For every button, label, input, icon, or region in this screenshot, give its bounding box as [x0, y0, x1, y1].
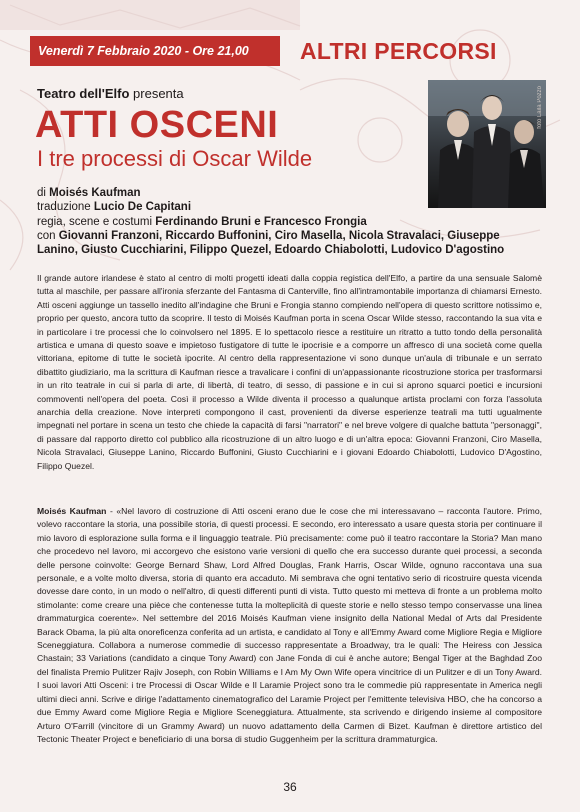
show-subtitle: I tre processi di Oscar Wilde	[37, 146, 313, 171]
credit-direction-label: regia, scene e costumi	[37, 215, 156, 228]
credit-author	[37, 186, 537, 200]
show-title: ATTI OSCENI	[35, 104, 279, 146]
credit-translation	[37, 200, 537, 214]
credit-author-label: di	[37, 187, 50, 199]
credit-cast-names: Giovanni Franzoni, Riccardo Buffonini, Ciro Masella, Nicola Stravalaci, Giuseppe Lanino, Giusto Cucchiarini, Filippo Quezel, Edoardo Chiabolotti, Ludovico D'agostino	[37, 229, 505, 257]
presenter-suffix: presenta	[129, 86, 184, 101]
event-date-band: Venerdì 7 Febbraio 2020 - Ore 21,00	[30, 36, 280, 66]
body-paragraph-2	[37, 505, 542, 746]
credit-translation-name: Lucio De Capitani	[93, 201, 192, 214]
credit-author-name: Moisés Kaufman	[49, 187, 141, 199]
presenter-line	[37, 86, 184, 101]
page-number: 36	[283, 780, 297, 794]
credit-cast	[37, 229, 537, 258]
credit-direction	[37, 215, 537, 229]
credits-block	[37, 186, 537, 257]
body-paragraph-1: Il grande autore irlandese è stato al centro di molti progetti ideati dalla coppia registica dell'Elfo, a partire da una sensuale Salomè tutta al maschile, per passare all'ironia sferzante del Fantasma di Canterville, fino all'intramontabile importanza di chiamarsi Ernesto. Atti osceni aggiunge un tassello inedito all'indagine che Bruni e Frongia stanno compiendo nell'opera di questo scrittore notissimo e, proprio per questo, ancora tutto da scoprire. Il testo di Moisés Kaufman porta in scena Oscar Wilde stesso, raccontando la sua vita e in particolare i tre processi che lo coinvolsero nel 1895. E lo spettacolo riesce a restituire un ritratto a tutto tondo della personalità artistica e umana di questo soave e impietoso fustigatore di tutte le ipocrisie e a comporre un affresco di una società come quella vittoriana, epitome di tutte le società ipocrite. Al centro della rappresentazione vi sono dunque un'aula di tribunale e un serrato dibattito giudiziario, ma la scrittura di Kaufman riesce a travalicare i confini di un'appassionante ricostruzione storica per trasformarsi in un rito teatrale in cui si parla di arte, di libertà, di teatro, di sesso, di passione e in cui si aprono squarci poetici e incursioni commoventi nell'opera del poeta. Così il processo a Wilde diventa il processo a qualunque artista proclami con forza l'assoluta anarchia della creazione. Nove interpreti compongono il cast, provenienti da diverse esperienze teatrali ma tutti ugualmente impegnati nel portare in scena un testo che chiede la capacità di farsi "narratori" e nel breve volgere di qualche battuta "personaggi", di passare dal rapporto diretto col pubblico alla ricostruzione di un altro luogo e di un'altra epoca: Giovanni Franzoni, Ciro Masella, Nicola Stravalaci, Giuseppe Lanino, Riccardo Buffonini, Giusto Cucchiarini e i giovani Edoardo Chiabolotti, Ludovico D'Agostino, Filippo Quezel.	[37, 273, 542, 471]
credit-cast-label: con	[37, 229, 59, 242]
credit-translation-label: traduzione	[37, 201, 94, 214]
section-title: ALTRI PERCORSI	[300, 38, 497, 64]
presenter-name: Teatro dell'Elfo	[37, 86, 130, 101]
photo-credit: foto Laila Pozzo	[537, 86, 543, 129]
body-paragraph-2-lead: Moisés Kaufman	[37, 506, 107, 516]
body-paragraph-2-text: - «Nel lavoro di costruzione di Atti osceni erano due le cose che mi interessavano – racconta l'autore. Primo, volevo raccontare la storia, una possibile storia, di questi processi. E secondo, ero interessato a usare questa storia per continuare il mio lavoro di esplorazione sulla forma e il linguaggio teatrale. Più precisamente: come può il teatro raccontare la Storia? Man mano che procedevo nel lavoro, mi accorgevo che esistono varie versioni di quello che era successo durante quei processi, a seconda delle persone coinvolte: George Bernard Shaw, Lord Alfred Douglas, Frank Harris, Oscar Wilde, ognuno raccontava una sua personale, e a volte molto diversa, storia di quanto era accaduto. Mi sembrava che ogni tentativo serio di ricostruire questa vicenda dovesse dare conto, in un modo o nell'altro, di questi differenti punti di vista. Tutto questo mi metteva di fronte a un problema molto stimolante: come creare una pièce che contenesse tutta la molteplicità di queste storie e nello stesso tempo conservasse una linea drammaturgica coerente». Nel settembre del 2016 Moisés Kaufman viene insignito della National Medal of Arts dal Presidente Barack Obama, la più alta onoreficenza conferita ad un artista, e candidato al Tony e all'Emmy Award come Migliore Regia e Migliore Sceneggiatura. Collabora a numerose commedie di successo rappresentate a Broadway, tra le quali: The Heiress con Jessica Chastain; 33 Variations (candidato a cinque Tony Award) con Jane Fonda di cui è anche autore; Bengal Tiger at the Baghdad Zoo del finalista Premio Pulitzer Rajiv Joseph, con Robin Williams e I Am My Own Wife opera vincitrice di un Pulitzer e di un Tony Award. I suoi lavori Atti Osceni: i tre Processi di Oscar Wilde e Il Laramie Project sono tra le commedie più rappresentate in America negli ultimi dieci anni. Scrive e dirige l'adattamento cinematografico del Laramie Project per l'emittente televisiva HBO, che ha concorso a due Emmy Award come Migliore Regia e Migliore Sceneggiatura. Attualmente, sta scrivendo e dirigendo insieme al compositore Arturo O'Farrill (vincitore di un Grammy Award) un nuovo adattamento della Carmen di Bizet. Kaufman è direttore artistico del Tectonic Theater Project e beneficiario di una borsa di studio Guggenheim per la scrittura drammaturgica.	[37, 506, 542, 744]
credit-direction-names: Ferdinando Bruni e Francesco Frongia	[155, 215, 367, 228]
